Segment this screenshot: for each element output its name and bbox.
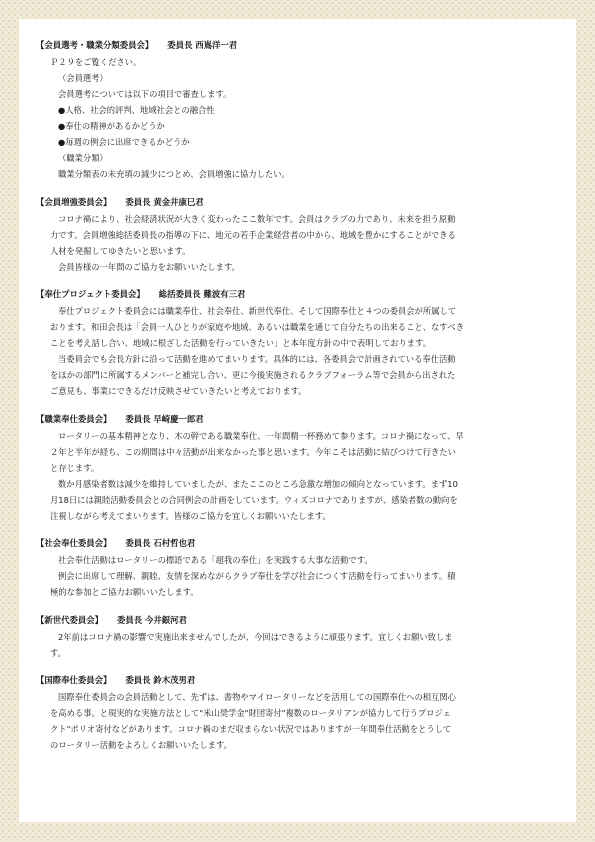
body-line: 職業分類表の未充填の減少につとめ、会員増強に協力したい。: [58, 169, 290, 179]
committee-heading: [36, 39, 554, 51]
body-line: 奉仕プロジェクト委員会には職業奉仕、社会奉仕、新世代奉仕、そして国際奉仕と４つの委員会が所属して: [58, 306, 457, 316]
body-line: （職業分類）: [58, 153, 108, 163]
committee-title: 【職業奉仕委員会】: [36, 413, 112, 424]
body-line: ご意見も、事業にできるだけ反映させていきたいと考えております。: [50, 386, 307, 396]
committee-heading: [36, 288, 554, 300]
committee-title: 【会員増強委員会】: [36, 196, 112, 207]
committee-body: [36, 626, 554, 661]
body-line: ロータリーの基本精神となり、木の幹である職業奉仕、一年間精一杯務めて参ります。コロナ禍になって、早: [58, 430, 464, 441]
committee-title: 【社会奉仕委員会】: [36, 538, 112, 548]
committee-section-service-projects: [36, 288, 554, 399]
committee-body: [36, 300, 554, 399]
body-line: 会員皆様の一年間のご協力をお願いいたします。: [58, 261, 240, 272]
body-line: 極的な参加とご協力お願いいたします。: [50, 587, 199, 597]
body-line: す。: [50, 647, 66, 658]
committee-title: 【会員選考・職業分類委員会】: [36, 40, 154, 50]
committee-section-membership-growth: [36, 196, 554, 275]
body-line: 注視しながら考えてまいります。皆様のご協力を宜しくお願いいたします。: [50, 510, 331, 521]
committee-heading: [36, 674, 554, 686]
committee-body: [36, 549, 554, 600]
body-line: をほかの部門に所属するメンバーと補完し合い、更に今後実施されるクラブフォーラム等で会員から出された: [50, 370, 456, 380]
body-line: を高める事。と現実的な実施方法として"米山奨学金"財団寄付"複数のロータリアンが協力して行うプロジェ: [50, 708, 451, 718]
committee-heading: [36, 196, 554, 208]
body-line: 国際奉仕委員会の会員活動として、先ずは、書物やマイロータリーなどを活用しての国際奉仕への相互関心: [58, 692, 456, 702]
committee-section-membership-selection: [36, 39, 554, 182]
body-line: 会員選考については以下の項目で審査します。: [58, 89, 232, 99]
committee-section-community-service: [36, 537, 554, 600]
body-line: ２年と半年が経ち、この期間は中々活動が出来なかった事と思います。今年こそは活動に結びつけて行きたい: [50, 446, 456, 457]
body-line: コロナ禍により、社会経済状況が大きく変わったここ数年です。会員はクラブの力であり、未来を担う原動: [58, 213, 456, 224]
committee-chair: 委員長 鈴木茂男君: [125, 675, 196, 685]
committee-chair: 総括委員長 難波有三君: [158, 289, 246, 299]
committee-chair: 委員長 今井銀河君: [117, 614, 187, 625]
body-line: ●毎週の例会に出席できるかどうか: [58, 137, 190, 147]
committee-section-new-generations: [36, 614, 554, 661]
committee-body: [36, 686, 554, 753]
committee-title: 【国際奉仕委員会】: [36, 675, 112, 685]
committee-heading: [36, 537, 554, 549]
committee-chair: 委員長 西嶌洋一君: [167, 40, 238, 50]
committee-chair: 委員長 黄金井康巳君: [125, 196, 204, 207]
body-line: ●人格、社会的評判、地域社会との融合性: [58, 105, 215, 115]
committee-section-vocational-service: [36, 413, 554, 524]
body-line: 月18日には親睦活動委員会との合同例会の計画をしています。ウィズコロナでありますが、感染者数の動向を: [50, 494, 458, 505]
body-line: 人材を発掘してゆきたいと思います。: [50, 245, 191, 256]
committee-body: [36, 51, 554, 182]
committee-title: 【奉仕プロジェクト委員会】: [36, 289, 145, 299]
committee-chair: 委員長 早崎慶一郎君: [125, 413, 204, 424]
committee-chair: 委員長 石村哲也君: [125, 538, 196, 548]
committee-heading: [36, 614, 554, 626]
committee-heading: [36, 413, 554, 425]
body-line: （会員選考）: [58, 73, 108, 83]
body-line: 当委員会でも会長方針に沿って活動を進めてまいります。具体的には、各委員会で計画されている奉仕活動: [58, 354, 456, 364]
committee-title: 【新世代委員会】: [36, 614, 103, 625]
body-line: ●奉仕の精神があるかどうか: [58, 121, 165, 131]
body-line: 力です。会員増強総括委員長の指導の下に、地元の若手企業経営者の中から、地域を豊かにすることができる: [50, 229, 456, 240]
body-line: と存じます。: [50, 462, 100, 473]
body-line: おります。和田会長は「会員一人ひとりが家庭や地域、あるいは職業を通じて自分たちの出来ること、なすべき: [50, 322, 465, 332]
body-line: Ｐ２９をご覧ください。: [50, 57, 142, 67]
body-line: ことを考え話し合い、地域に根ざした活動を行っていきたい」と本年度方針の中で表明しております。: [50, 338, 431, 348]
body-line: 社会奉仕活動はロータリーの標語である「超我の奉仕」を実践する大事な活動です。: [58, 555, 373, 565]
document-page: [19, 19, 576, 822]
body-line: 数か月感染者数は減少を維持していましたが、またここのところ急激な増加の傾向となっています。まず10: [58, 478, 458, 489]
committee-section-international-service: [36, 674, 554, 753]
committee-body: [36, 208, 554, 275]
body-line: クト"ポリオ寄付などがあります。コロナ禍のまだ収まらない状況ではありますが一年間奉仕活動をとうして: [50, 724, 452, 734]
committee-body: [36, 425, 554, 524]
body-line: のロータリー活動をよろしくお願いいたします。: [50, 740, 232, 750]
body-line: 2年前はコロナ禍の影響で実施出来ませんでしたが、今回はできるように頑張ります。宜しくお願い致しま: [58, 631, 453, 642]
body-line: 例会に出席して理解、親睦、友情を深めながらクラブ奉仕を学び社会につくす活動を行ってまいります。積: [58, 571, 456, 581]
